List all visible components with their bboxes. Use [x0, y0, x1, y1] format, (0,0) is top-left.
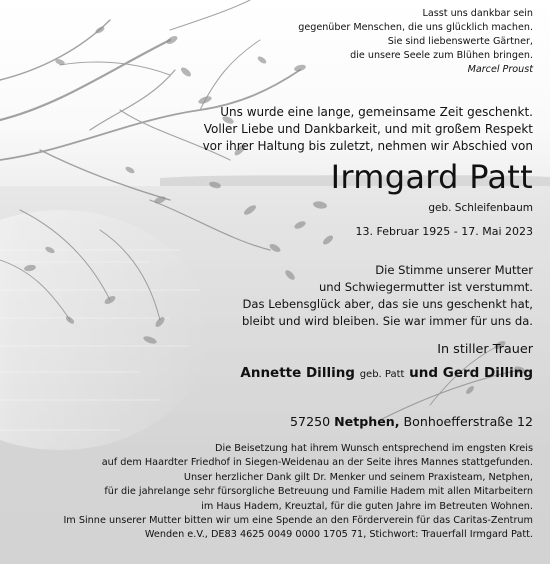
notes-line: im Haus Hadem, Kreuztal, für die guten Jahre im Betreuten Wohnen. [201, 500, 533, 512]
postal-code: 57250 [290, 414, 331, 429]
mourner-name: Gerd Dilling [442, 365, 533, 381]
quote-line: Lasst uns dankbar sein [422, 8, 533, 19]
notes-line: Wenden e.V., DE83 4625 0049 0000 1705 71, Stichwort: Trauerfall Irmgard Patt. [144, 529, 533, 541]
mourning-heading: In stiller Trauer [437, 342, 533, 357]
quote-line: die unsere Seele zum Blühen bringen. [350, 50, 533, 61]
notes-line: Unser herzlicher Dank gilt Dr. Menker und seinem Praxisteam, Netphen, [183, 471, 533, 483]
poem-line: bleibt und wird bleiben. Sie war immer für uns da. [241, 314, 533, 328]
quote-author: Marcel Proust [467, 64, 533, 75]
notes-line: Die Beisetzung hat ihrem Wunsch entsprechend im engsten Kreis [215, 443, 533, 454]
notes-line: für die jahrelange sehr fürsorgliche Betreuung und Familie Hadem mit allen Mitarbeitern [104, 486, 533, 498]
poem-line: und Schwiegermutter ist verstummt. [318, 280, 533, 294]
intro-text [203, 104, 533, 155]
quote-line: gegenüber Menschen, die uns glücklich machen. [298, 22, 533, 33]
mourner-joiner: und [409, 365, 439, 381]
intro-line: Voller Liebe und Dankbarkeit, und mit großem Respekt [203, 122, 533, 136]
address-line [290, 413, 533, 431]
birth-name: geb. Schleifenbaum [428, 202, 533, 214]
intro-line: vor ihrer Haltung bis zuletzt, nehmen wir Abschied von [202, 139, 533, 153]
city: Netphen, [334, 414, 400, 429]
notes-line: auf dem Haardter Friedhof in Siegen-Weidenau an der Seite ihres Mannes stattgefunden. [101, 457, 533, 469]
poem-line: Das Lebensglück aber, das sie uns geschenkt hat, [242, 297, 533, 311]
deceased-name: Irmgard Patt [330, 158, 533, 196]
notes-line: Im Sinne unserer Mutter bitten wir um eine Spende an den Förderverein für das Caritas-Zentrum [63, 515, 533, 527]
mourner-name: Annette Dilling [240, 365, 355, 381]
intro-line: Uns wurde eine lange, gemeinsame Zeit geschenkt. [220, 105, 533, 119]
mourner-birth-name: geb. Patt [359, 369, 405, 380]
poem-line: Die Stimme unserer Mutter [375, 263, 533, 277]
mourners-line [240, 364, 533, 384]
street: Bonhoefferstraße 12 [403, 414, 533, 429]
quote-line: Sie sind liebenswerte Gärtner, [387, 36, 533, 47]
life-dates: 13. Februar 1925 - 17. Mai 2023 [355, 225, 533, 238]
notes-block [63, 442, 533, 543]
poem-block [242, 262, 533, 330]
quote-block [298, 7, 533, 77]
